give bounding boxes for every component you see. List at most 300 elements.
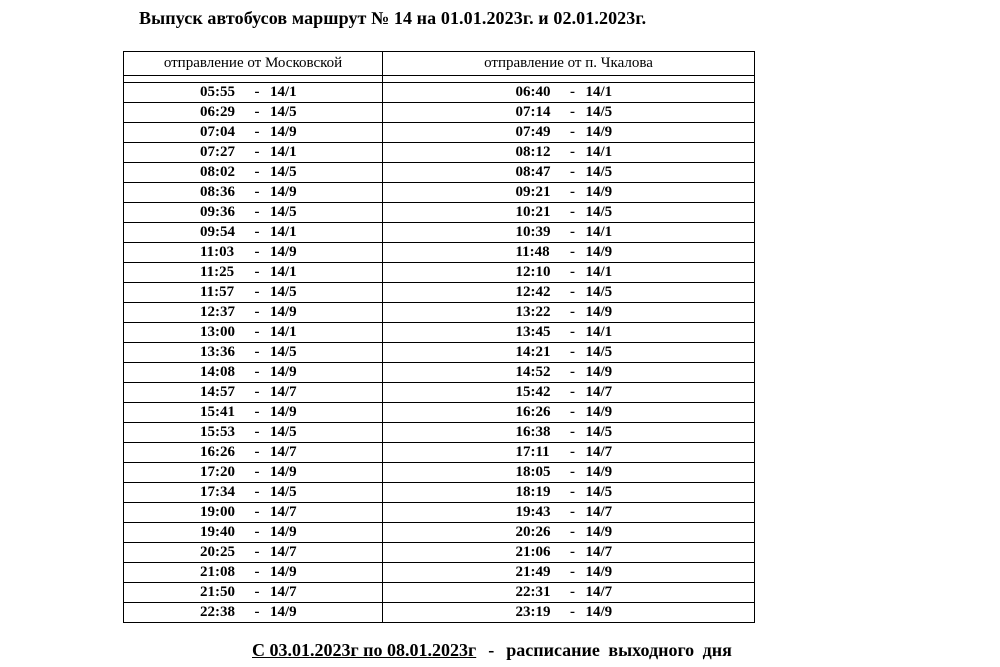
time-route-separator: - <box>254 464 260 480</box>
departure-chkalova-cell <box>383 243 755 263</box>
departure-moskovskaya-cell <box>124 563 383 583</box>
route-number: 14/7 <box>585 584 613 600</box>
departure-time: 20:26 <box>515 524 551 540</box>
departure-time: 18:19 <box>515 484 551 500</box>
departure-time: 11:57 <box>200 284 235 300</box>
route-number: 14/9 <box>585 244 613 260</box>
departure-chkalova-cell <box>383 223 755 243</box>
table-row <box>124 423 755 443</box>
table-row <box>124 603 755 623</box>
departure-time: 14:57 <box>200 384 235 400</box>
departure-entry <box>383 184 754 201</box>
departure-moskovskaya-cell <box>124 483 383 503</box>
departure-time: 16:26 <box>515 404 551 420</box>
table-row <box>124 383 755 403</box>
departure-time: 13:36 <box>200 344 235 360</box>
departure-entry <box>383 104 754 121</box>
route-number: 14/9 <box>585 464 613 480</box>
time-route-separator: - <box>254 424 260 440</box>
departure-chkalova-cell <box>383 263 755 283</box>
time-route-separator: - <box>254 144 260 160</box>
departure-time: 13:22 <box>515 304 551 320</box>
table-row <box>124 283 755 303</box>
route-number: 14/5 <box>585 344 613 360</box>
route-number: 14/9 <box>585 404 613 420</box>
table-row <box>124 163 755 183</box>
table-row <box>124 583 755 603</box>
departure-chkalova-cell <box>383 383 755 403</box>
time-route-separator: - <box>570 284 575 300</box>
departure-entry <box>124 404 382 421</box>
time-route-separator: - <box>254 604 260 620</box>
departure-chkalova-cell <box>383 403 755 423</box>
table-row <box>124 223 755 243</box>
departure-entry <box>124 524 382 541</box>
departure-time: 12:42 <box>515 284 551 300</box>
departure-time: 13:45 <box>515 324 551 340</box>
departure-entry <box>124 564 382 581</box>
route-number: 14/1 <box>585 224 613 240</box>
time-route-separator: - <box>570 364 575 380</box>
departure-moskovskaya-cell <box>124 403 383 423</box>
time-route-separator: - <box>254 184 260 200</box>
departure-time: 15:53 <box>200 424 235 440</box>
departure-chkalova-cell <box>383 163 755 183</box>
departure-time: 20:25 <box>200 544 235 560</box>
departure-entry <box>124 84 382 101</box>
departure-moskovskaya-cell <box>124 143 383 163</box>
route-number: 14/9 <box>270 604 297 620</box>
departure-moskovskaya-cell <box>124 243 383 263</box>
departure-moskovskaya-cell <box>124 83 383 103</box>
route-number: 14/9 <box>585 564 613 580</box>
departure-moskovskaya-cell <box>124 263 383 283</box>
time-route-separator: - <box>570 124 575 140</box>
departure-moskovskaya-cell <box>124 543 383 563</box>
table-row <box>124 503 755 523</box>
departure-time: 17:34 <box>200 484 235 500</box>
route-number: 14/5 <box>270 104 297 120</box>
departure-time: 18:05 <box>515 464 551 480</box>
departure-moskovskaya-cell <box>124 423 383 443</box>
table-header-row <box>124 52 755 76</box>
route-number: 14/1 <box>585 144 613 160</box>
departure-time: 22:31 <box>515 584 551 600</box>
route-number: 14/5 <box>270 284 297 300</box>
departure-time: 21:08 <box>200 564 235 580</box>
departure-moskovskaya-cell <box>124 283 383 303</box>
departure-entry <box>383 364 754 381</box>
route-number: 14/1 <box>270 144 297 160</box>
time-route-separator: - <box>254 564 260 580</box>
departure-entry <box>383 284 754 301</box>
time-route-separator: - <box>254 344 260 360</box>
route-number: 14/7 <box>270 384 297 400</box>
time-route-separator: - <box>570 464 575 480</box>
departure-chkalova-cell <box>383 563 755 583</box>
route-number: 14/9 <box>270 244 297 260</box>
departure-entry <box>383 564 754 581</box>
route-number: 14/1 <box>270 324 297 340</box>
time-route-separator: - <box>570 264 575 280</box>
departure-entry <box>124 324 382 341</box>
departure-time: 21:49 <box>515 564 551 580</box>
departure-time: 10:39 <box>515 224 551 240</box>
departure-moskovskaya-cell <box>124 383 383 403</box>
route-number: 14/9 <box>270 404 297 420</box>
departure-entry <box>383 244 754 261</box>
time-route-separator: - <box>254 104 260 120</box>
departure-time: 16:26 <box>200 444 235 460</box>
departure-entry <box>124 384 382 401</box>
departure-time: 19:00 <box>200 504 235 520</box>
route-number: 14/5 <box>585 284 613 300</box>
table-row <box>124 263 755 283</box>
departure-entry <box>383 404 754 421</box>
departure-moskovskaya-cell <box>124 363 383 383</box>
departure-chkalova-cell <box>383 463 755 483</box>
departure-entry <box>124 544 382 561</box>
departure-time: 07:27 <box>200 144 235 160</box>
schedule-body <box>124 76 755 623</box>
departure-entry <box>383 84 754 101</box>
table-row <box>124 183 755 203</box>
table-spacer-row <box>124 76 755 83</box>
route-number: 14/9 <box>270 184 297 200</box>
departure-entry <box>124 504 382 521</box>
table-row <box>124 343 755 363</box>
departure-time: 16:38 <box>515 424 551 440</box>
route-number: 14/1 <box>585 324 613 340</box>
departure-time: 11:03 <box>200 244 235 260</box>
departure-moskovskaya-cell <box>124 163 383 183</box>
departure-chkalova-cell <box>383 283 755 303</box>
time-route-separator: - <box>254 164 260 180</box>
departure-entry <box>124 204 382 221</box>
departure-entry <box>383 544 754 561</box>
departure-time: 14:21 <box>515 344 551 360</box>
route-number: 14/1 <box>585 84 613 100</box>
route-number: 14/9 <box>585 304 613 320</box>
departure-entry <box>124 124 382 141</box>
departure-moskovskaya-cell <box>124 223 383 243</box>
departure-entry <box>124 144 382 161</box>
departure-time: 14:08 <box>200 364 235 380</box>
time-route-separator: - <box>254 284 260 300</box>
departure-entry <box>383 484 754 501</box>
table-row <box>124 303 755 323</box>
time-route-separator: - <box>254 484 260 500</box>
time-route-separator: - <box>570 244 575 260</box>
departure-moskovskaya-cell <box>124 343 383 363</box>
departure-entry <box>124 424 382 441</box>
table-row <box>124 123 755 143</box>
departure-chkalova-cell <box>383 303 755 323</box>
departure-moskovskaya-cell <box>124 323 383 343</box>
time-route-separator: - <box>254 404 260 420</box>
departure-chkalova-cell <box>383 523 755 543</box>
table-row <box>124 243 755 263</box>
departure-entry <box>124 604 382 621</box>
table-row <box>124 143 755 163</box>
table-row <box>124 563 755 583</box>
departure-chkalova-cell <box>383 583 755 603</box>
departure-time: 21:50 <box>200 584 235 600</box>
departure-time: 23:19 <box>515 604 551 620</box>
route-number: 14/5 <box>270 344 297 360</box>
departure-time: 10:21 <box>515 204 551 220</box>
departure-moskovskaya-cell <box>124 603 383 623</box>
departure-time: 17:11 <box>515 444 550 460</box>
departure-chkalova-cell <box>383 543 755 563</box>
time-route-separator: - <box>254 264 260 280</box>
departure-time: 11:48 <box>515 244 550 260</box>
departure-entry <box>383 464 754 481</box>
time-route-separator: - <box>570 104 575 120</box>
time-route-separator: - <box>570 384 575 400</box>
departure-entry <box>124 264 382 281</box>
departure-time: 14:52 <box>515 364 551 380</box>
route-number: 14/5 <box>270 484 297 500</box>
departure-entry <box>124 224 382 241</box>
departure-entry <box>383 584 754 601</box>
route-number: 14/9 <box>270 304 297 320</box>
departure-chkalova-cell <box>383 323 755 343</box>
departure-time: 07:49 <box>515 124 551 140</box>
time-route-separator: - <box>570 524 575 540</box>
departure-time: 09:54 <box>200 224 235 240</box>
route-number: 14/9 <box>270 564 297 580</box>
departure-time: 17:20 <box>200 464 235 480</box>
route-number: 14/9 <box>585 364 613 380</box>
time-route-separator: - <box>570 444 575 460</box>
departure-chkalova-cell <box>383 343 755 363</box>
departure-entry <box>124 304 382 321</box>
departure-time: 07:14 <box>515 104 551 120</box>
departure-moskovskaya-cell <box>124 583 383 603</box>
departure-chkalova-cell <box>383 103 755 123</box>
time-route-separator: - <box>570 164 575 180</box>
route-number: 14/9 <box>270 364 297 380</box>
departure-chkalova-cell <box>383 483 755 503</box>
route-number: 14/7 <box>270 544 297 560</box>
departure-entry <box>383 164 754 181</box>
route-number: 14/9 <box>270 124 297 140</box>
departure-moskovskaya-cell <box>124 123 383 143</box>
route-number: 14/5 <box>585 164 613 180</box>
time-route-separator: - <box>570 184 575 200</box>
departure-entry <box>383 504 754 521</box>
departure-chkalova-cell <box>383 363 755 383</box>
time-route-separator: - <box>254 544 260 560</box>
table-row <box>124 463 755 483</box>
schedule-footer-note <box>252 640 732 661</box>
time-route-separator: - <box>254 304 260 320</box>
departure-entry <box>383 304 754 321</box>
route-number: 14/7 <box>585 544 613 560</box>
time-route-separator: - <box>254 244 260 260</box>
route-number: 14/9 <box>270 524 297 540</box>
route-number: 14/7 <box>270 584 297 600</box>
departure-entry <box>383 424 754 441</box>
footer-separator: - <box>488 640 495 660</box>
route-number: 14/1 <box>270 84 297 100</box>
time-route-separator: - <box>254 444 260 460</box>
route-number: 14/7 <box>270 444 297 460</box>
departure-time: 12:10 <box>515 264 551 280</box>
departure-time: 08:12 <box>515 144 551 160</box>
time-route-separator: - <box>570 404 575 420</box>
route-number: 14/1 <box>270 264 297 280</box>
departure-time: 21:06 <box>515 544 551 560</box>
table-row <box>124 203 755 223</box>
departure-time: 05:55 <box>200 84 235 100</box>
departure-time: 09:36 <box>200 204 235 220</box>
departure-entry <box>383 444 754 461</box>
departure-entry <box>124 444 382 461</box>
route-number: 14/5 <box>270 164 297 180</box>
departure-entry <box>124 484 382 501</box>
departure-time: 13:00 <box>200 324 235 340</box>
departure-entry <box>383 524 754 541</box>
column-header-from-moskovskaya: отправление от Московской <box>124 52 383 76</box>
time-route-separator: - <box>570 424 575 440</box>
departure-chkalova-cell <box>383 203 755 223</box>
time-route-separator: - <box>570 344 575 360</box>
departure-time: 19:43 <box>515 504 551 520</box>
departure-chkalova-cell <box>383 83 755 103</box>
departure-entry <box>124 464 382 481</box>
time-route-separator: - <box>254 584 260 600</box>
time-route-separator: - <box>254 504 260 520</box>
departure-moskovskaya-cell <box>124 443 383 463</box>
time-route-separator: - <box>254 364 260 380</box>
departure-time: 15:41 <box>200 404 235 420</box>
departure-entry <box>383 324 754 341</box>
footer-note-text: расписание выходного дня <box>506 640 732 660</box>
departure-entry <box>383 384 754 401</box>
time-route-separator: - <box>570 504 575 520</box>
departure-chkalova-cell <box>383 143 755 163</box>
time-route-separator: - <box>570 564 575 580</box>
time-route-separator: - <box>570 144 575 160</box>
time-route-separator: - <box>570 484 575 500</box>
departure-entry <box>383 264 754 281</box>
departure-time: 06:29 <box>200 104 235 120</box>
route-number: 14/5 <box>585 204 613 220</box>
departure-entry <box>124 364 382 381</box>
route-number: 14/9 <box>585 604 613 620</box>
route-number: 14/5 <box>585 104 613 120</box>
route-number: 14/5 <box>270 204 297 220</box>
departure-entry <box>383 204 754 221</box>
table-row <box>124 103 755 123</box>
departure-time: 09:21 <box>515 184 551 200</box>
route-number: 14/9 <box>270 464 297 480</box>
departure-time: 15:42 <box>515 384 551 400</box>
departure-time: 06:40 <box>515 84 551 100</box>
departure-moskovskaya-cell <box>124 183 383 203</box>
time-route-separator: - <box>254 204 260 220</box>
departure-chkalova-cell <box>383 183 755 203</box>
departure-moskovskaya-cell <box>124 503 383 523</box>
route-number: 14/9 <box>585 124 613 140</box>
table-row <box>124 483 755 503</box>
time-route-separator: - <box>254 224 260 240</box>
departure-moskovskaya-cell <box>124 203 383 223</box>
time-route-separator: - <box>570 604 575 620</box>
departure-entry <box>383 124 754 141</box>
table-row <box>124 403 755 423</box>
departure-time: 11:25 <box>200 264 235 280</box>
table-row <box>124 543 755 563</box>
route-number: 14/1 <box>270 224 297 240</box>
route-number: 14/5 <box>270 424 297 440</box>
route-number: 14/7 <box>585 444 613 460</box>
time-route-separator: - <box>254 84 260 100</box>
departure-entry <box>383 224 754 241</box>
departure-time: 19:40 <box>200 524 235 540</box>
time-route-separator: - <box>254 524 260 540</box>
route-number: 14/5 <box>585 484 613 500</box>
departure-time: 08:47 <box>515 164 551 180</box>
footer-date-range: С 03.01.2023г по 08.01.2023г <box>252 640 477 660</box>
time-route-separator: - <box>570 224 575 240</box>
departure-time: 07:04 <box>200 124 235 140</box>
route-number: 14/7 <box>585 384 613 400</box>
departure-chkalova-cell <box>383 503 755 523</box>
table-row <box>124 83 755 103</box>
schedule-table <box>123 51 755 623</box>
departure-time: 08:02 <box>200 164 235 180</box>
departure-entry <box>124 344 382 361</box>
departure-moskovskaya-cell <box>124 303 383 323</box>
departure-moskovskaya-cell <box>124 463 383 483</box>
departure-entry <box>124 184 382 201</box>
time-route-separator: - <box>570 84 575 100</box>
departure-time: 08:36 <box>200 184 235 200</box>
departure-entry <box>124 284 382 301</box>
table-row <box>124 443 755 463</box>
departure-entry <box>383 144 754 161</box>
table-row <box>124 523 755 543</box>
column-header-from-chkalova: отправление от п. Чкалова <box>383 52 755 76</box>
departure-moskovskaya-cell <box>124 103 383 123</box>
time-route-separator: - <box>254 324 260 340</box>
departure-chkalova-cell <box>383 423 755 443</box>
time-route-separator: - <box>570 324 575 340</box>
departure-entry <box>124 244 382 261</box>
route-number: 14/9 <box>585 524 613 540</box>
departure-chkalova-cell <box>383 443 755 463</box>
departure-chkalova-cell <box>383 123 755 143</box>
departure-moskovskaya-cell <box>124 523 383 543</box>
table-row <box>124 363 755 383</box>
departure-time: 12:37 <box>200 304 235 320</box>
route-number: 14/9 <box>585 184 613 200</box>
time-route-separator: - <box>254 124 260 140</box>
route-number: 14/7 <box>585 504 613 520</box>
departure-entry <box>383 344 754 361</box>
departure-time: 22:38 <box>200 604 235 620</box>
route-number: 14/1 <box>585 264 613 280</box>
time-route-separator: - <box>254 384 260 400</box>
page-title: Выпуск автобусов маршрут № 14 на 01.01.2023г. и 02.01.2023г. <box>139 8 647 28</box>
time-route-separator: - <box>570 204 575 220</box>
time-route-separator: - <box>570 584 575 600</box>
time-route-separator: - <box>570 304 575 320</box>
departure-chkalova-cell <box>383 603 755 623</box>
